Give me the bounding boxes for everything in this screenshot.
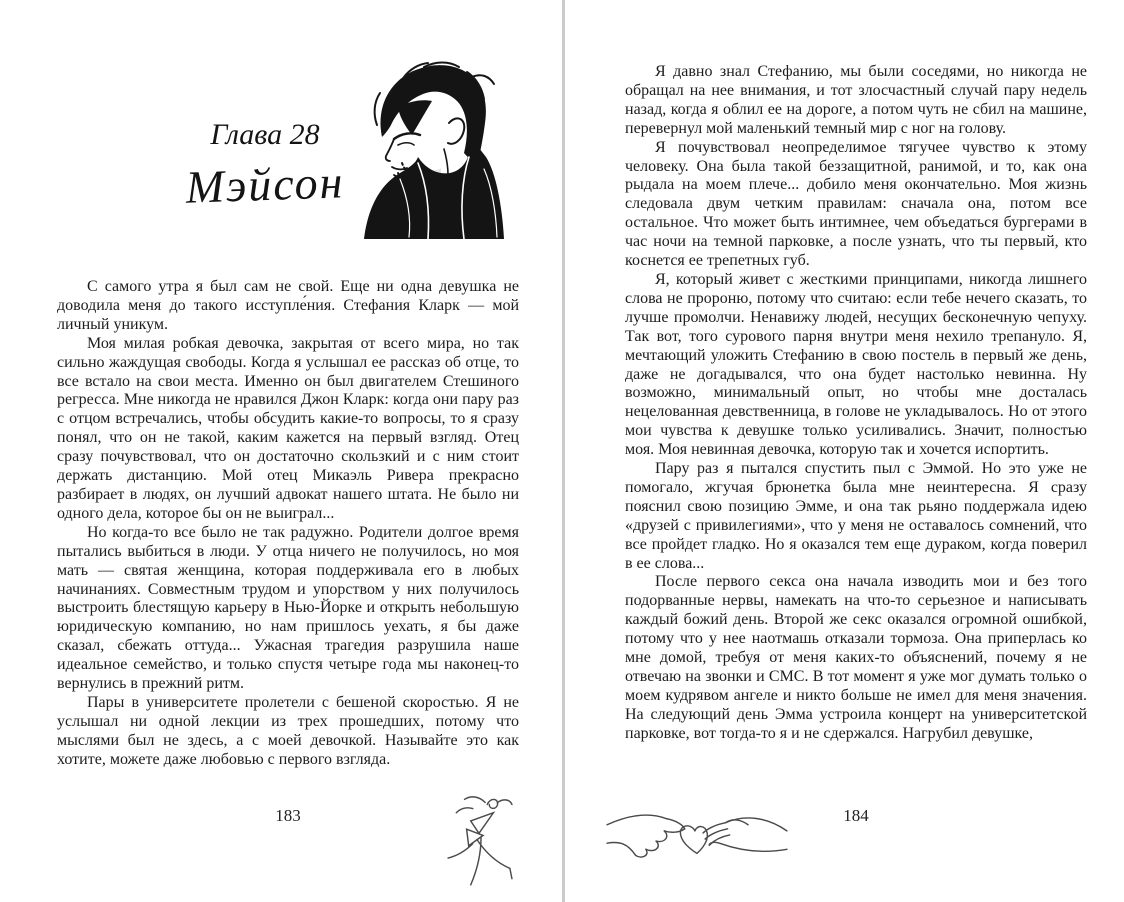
page-right: [565, 0, 1124, 902]
paragraph: Моя милая робкая девочка, закрытая от всего мира, но так сильно жаждущая свободы. Когда я услышал ее рассказ об отце, то все встало на свои места. Именно он был двигателем Стешиного регресса. Мне никогда не нравился Джон Кларк: когда они пару раз с отцом встречались, чтобы обсудить какие-то вопросы, то я сразу понял, что он не такой, каким кажется на первый взгляд. Отец сразу почувствовал, что он достаточно скользкий и с ним стоит держать дистанцию. Мой отец Микаэль Ривера прекрасно разбирает в людях, он лучший адвокат нашего штата. Не было ни одного дела, которое бы он не выиграл...: [57, 334, 519, 522]
dancer-sketch-illustration: [446, 790, 514, 888]
chapter-header: [0, 0, 562, 278]
paragraph: Я давно знал Стефанию, мы были соседями, но никогда не обращал на нее внимания, и тот злосчастный случай пару недель назад, когда я облил ее на дороге, а потом чуть не сбил на машине, перевернул мой маленький темный мир с ног на голову.: [625, 63, 1087, 137]
mason-portrait-illustration: [352, 56, 508, 240]
hands-heart-sketch-illustration: [605, 796, 791, 876]
paragraph: Я почувствовал неопределимое тягучее чувство к этому человеку. Она была такой беззащитной, ранимой, и то, как она рыдала на моем плече... добило меня окончательно. Моя жизнь следовала двум четким правилам: сначала она, потом все остальное. Что может быть интимнее, чем объедаться бургерами в час ночи на темной парковке, а после узнать, что ты первый, кто коснется ее трепетных губ.: [625, 138, 1087, 270]
right-page-text: [625, 0, 1087, 744]
chapter-number: Глава 28: [210, 118, 320, 151]
chapter-title: Мэйсон: [184, 156, 346, 213]
paragraph: После первого секса она начала изводить мои и без того подорванные нервы, намекать на что-то серьезное и написывать каждый божий день. Второй же секс оказался огромной ошибкой, потому что у нее наотмашь отказали тормоза. Она приперлась ко мне домой, требуя от меня каких-то объяснений, почему я не отвечаю на звонки и СМС. В тот момент я уже мог думать только о моем кудрявом ангеле и никто больше не имел для меня значения. На следующий день Эмма устроила концерт на университетской парковке, вот тогда-то я и не сдержался. Нагрубил девушке,: [625, 573, 1087, 742]
page-number-right: 184: [843, 806, 869, 825]
paragraph: Но когда-то все было не так радужно. Родители долгое время пытались выбиться в люди. У отца ничего не получилось, но моя мать — святая женщина, которая поддерживала его в любых начинаниях. Совместным трудом и упорством у них получилось выстроить блестящую карьеру в Нью-Йорке и открыть небольшую юридическую компанию, но нам пришлось уехать, я бы даже сказал, сбежать оттуда... Ужасная трагедия разрушила наше идеальное семейство, и только спустя четыре года мы наконец-то вернулись в прежний ритм.: [57, 523, 519, 693]
paragraph: Пару раз я пытался спустить пыл с Эммой. Но это уже не помогало, жгучая брюнетка была мне неинтересна. Я сразу пояснил свою позицию Эмме, и она так рьяно поддержала идею «друзей с привилегиями», что у меня не оставалось сомнений, что все пройдет гладко. Но я оказался тем еще дураком, когда поверил в ее слова...: [625, 460, 1087, 572]
paragraph: Пары в университете пролетели с бешеной скоростью. Я не услышал ни одной лекции из трех прошедших, потому что мыслями был не здесь, а с моей девочкой. Называйте это как хотите, можете даже любовью с первого взгляда.: [57, 693, 519, 768]
paragraph: Я, который живет с жесткими принципами, никогда лишнего слова не пророню, потому что считаю: если тебе нечего сказать, то лучше промолчи. Ненавижу людей, несущих бесконечную чепуху. Так вот, того сурового парня внутри меня нехило трепануло. Я, мечтающий уложить Стефанию в свою постель в первый же день, даже не догадывался, что она будет настолько невинна. Ну возможно, минимальный опыт, но чтобы мне досталась нецелованная девственница, в голове не укладывалось. Но от этого мои чувства к девушке только усиливались. Значит, полностью моя. Моя невинная девочка, которую так и хочется испортить.: [625, 270, 1087, 459]
paragraph: С самого утра я был сам не свой. Еще ни одна девушка не доводила меня до такого исступле́ния. Стефания Кларк — мой личный уникум.: [57, 278, 519, 333]
left-page-text: [57, 278, 519, 770]
page-number-left: 183: [275, 806, 301, 825]
